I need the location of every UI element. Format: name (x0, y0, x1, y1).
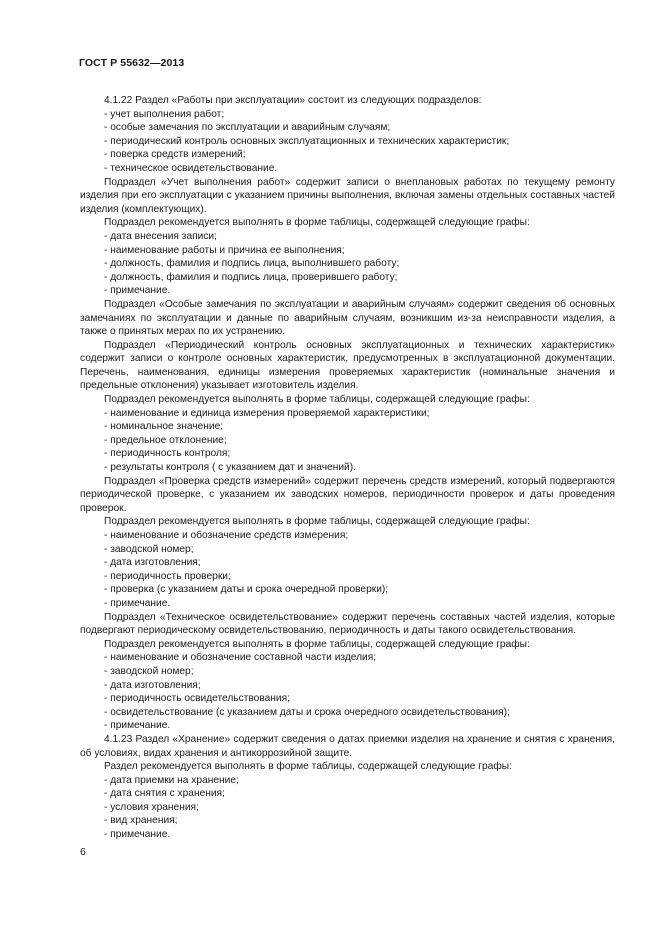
list-item: - должность, фамилия и подпись лица, проверившего работу; (104, 271, 398, 283)
list-item: - наименование и обозначение составной части изделия; (104, 652, 377, 664)
list-item: - периодичность контроля; (104, 448, 231, 460)
list-item: - наименование и обозначение средств измерения; (104, 530, 349, 541)
list-item: - примечание. (104, 720, 171, 732)
list-item: - дата изготовления; (104, 557, 201, 569)
paragraph: Подраздел рекомендуется выполнять в форме таблицы, содержащей следующие графы: (104, 394, 530, 406)
document-header: ГОСТ Р 55632—2013 (79, 57, 185, 69)
list-item: - поверка средств измерений; (104, 149, 246, 161)
list-item: - дата приемки на хранение; (104, 774, 239, 786)
list-item: - проверка (с указанием даты и срока очередной проверки); (104, 584, 389, 596)
paragraph: Подраздел рекомендуется выполнять в форме таблицы, содержащей следующие графы: (104, 638, 530, 650)
list-item: - вид хранения; (104, 815, 178, 827)
list-item: - предельное отклонение; (104, 434, 227, 446)
paragraph: Раздел рекомендуется выполнять в форме таблицы, содержащей следующие графы: (104, 761, 512, 773)
page-number: 6 (80, 846, 86, 858)
list-item: - особые замечания по эксплуатации и аварийным случаям; (104, 122, 391, 134)
document-body (80, 94, 615, 842)
list-item: - периодичность освидетельствования; (104, 693, 290, 705)
list-item: - периодичность проверки; (104, 570, 231, 582)
paragraph: Подраздел «Техническое освидетельствование» содержит перечень составных частей изделия, которые подвергают периодическому освидетельствованию, периодичность и даты такого освидетельствования. (80, 611, 615, 637)
paragraph: Подраздел «Особые замечания по эксплуатации и аварийным случаям» содержит сведения об основных замечаниях по эксплуатации и данные по аварийным случаям, возникшим из-за неисправности изделия, а также о принятых мерах по их устранению. (80, 298, 615, 338)
paragraph: Подраздел «Учет выполнения работ» содержит записи о внеплановых работах по текущему ремонту изделия при его эксплуатации с указанием причины выполнения, включая замены отдельных составных частей изделия (комплектующих). (80, 176, 615, 215)
list-item: - освидетельствование (с указанием даты и срока очередного освидетельствования); (104, 706, 510, 718)
list-item: - примечание. (104, 597, 171, 609)
list-item: - должность, фамилия и подпись лица, выполнившего работу; (104, 258, 400, 270)
list-item: - заводской номер; (104, 665, 194, 677)
paragraph: 4.1.23 Раздел «Хранение» содержит сведения о датах приемки изделия на хранение и снятия с хранения, об условиях, видах хранения и антикоррозийной защите. (80, 733, 615, 759)
list-item: - номинальное значение; (104, 421, 224, 433)
list-item: - периодический контроль основных эксплуатационных и технических характеристик; (104, 135, 510, 147)
paragraph: Подраздел рекомендуется выполнять в форме таблицы, содержащей следующие графы: (104, 516, 530, 528)
list-item: - условия хранения; (104, 801, 199, 813)
list-item: - заводской номер; (104, 543, 194, 555)
paragraph: Подраздел «Периодический контроль основных эксплуатационных и технических характеристик» содержит записи о контроле основных характеристик, предусмотренных в эксплуатационной документации. Перечень, наименования, единицы измерения проверяемых характеристик (номинальные значения и предельные отклонения) указывает изготовитель изделия. (80, 339, 615, 392)
list-item: - наименование и единица измерения проверяемой характеристики; (104, 407, 430, 419)
list-item: - дата внесения записи; (104, 230, 217, 242)
list-item: - наименование работы и причина ее выполнения; (104, 244, 345, 256)
list-item: - техническое освидетельствование. (104, 162, 278, 174)
paragraph: 4.1.22 Раздел «Работы при эксплуатации» состоит из следующих подразделов: (104, 95, 482, 106)
list-item: - примечание. (104, 285, 171, 297)
list-item: - дата снятия с хранения; (104, 788, 225, 800)
list-item: - дата изготовления; (104, 679, 201, 691)
paragraph: Подраздел рекомендуется выполнять в форме таблицы, содержащей следующие графы: (104, 217, 530, 229)
list-item: - результаты контроля ( с указанием дат и значений). (104, 462, 356, 474)
paragraph: Подраздел «Проверка средств измерений» содержит перечень средств измерений, который подвергаются периодической проверке, с указанием их заводских номеров, периодичности проверок и даты проведения проверок. (80, 475, 615, 514)
list-item: - учет выполнения работ; (104, 108, 225, 120)
list-item: - примечание. (104, 829, 171, 841)
